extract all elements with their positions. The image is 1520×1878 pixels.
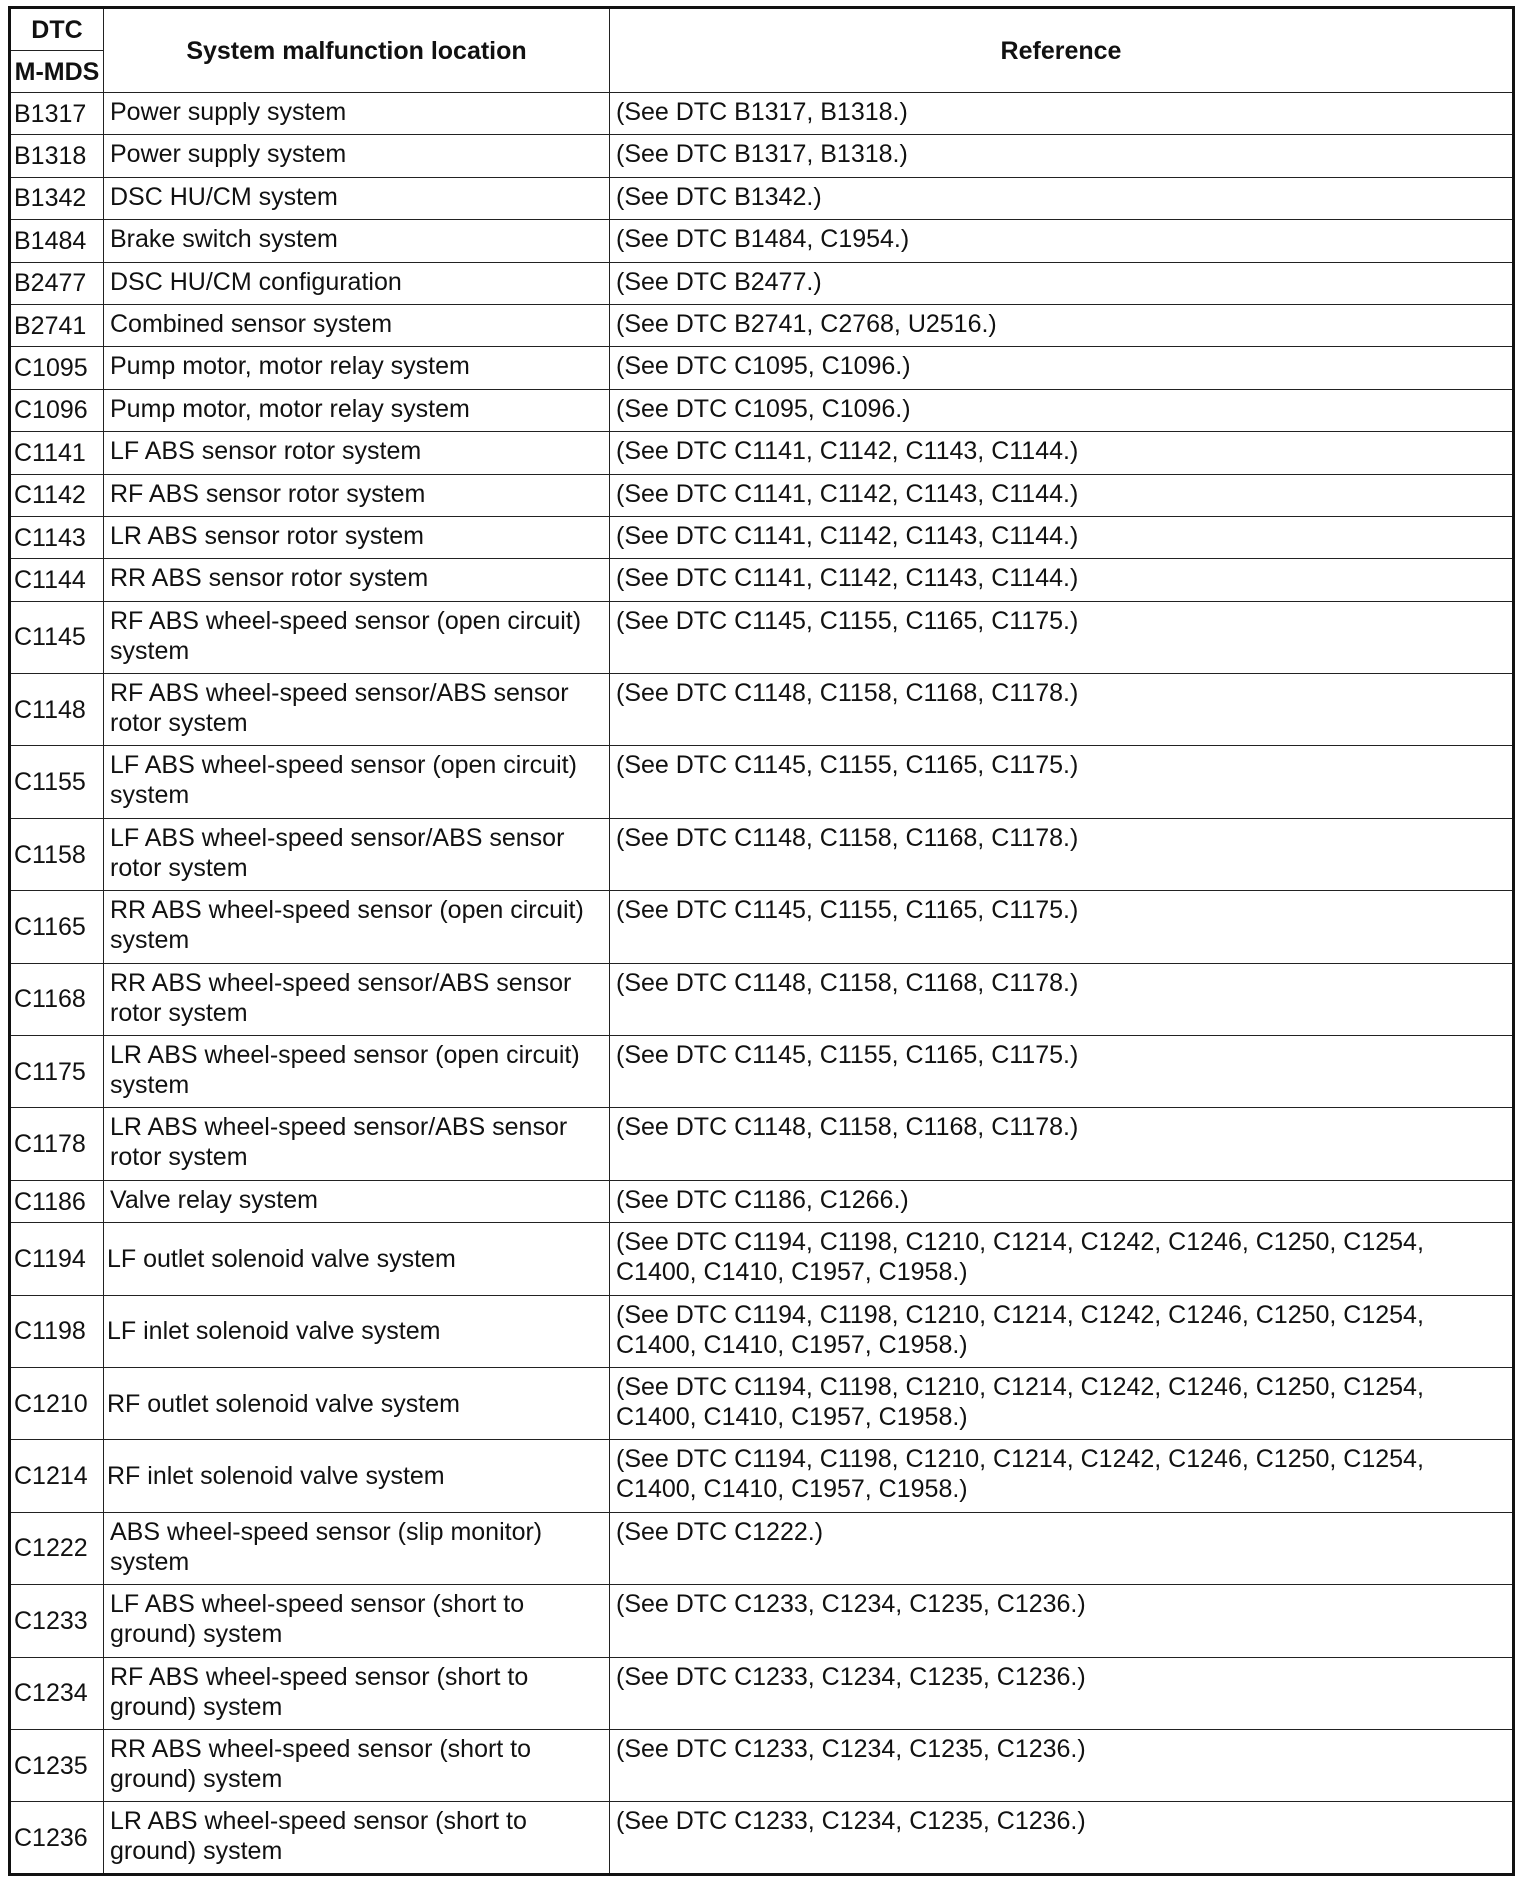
header-row-1 xyxy=(10,8,1514,51)
malfunction-location: RF outlet solenoid valve system xyxy=(104,1367,610,1439)
dtc-code: C1143 xyxy=(10,516,104,558)
malfunction-location: DSC HU/CM system xyxy=(104,177,610,219)
dtc-code: C1214 xyxy=(10,1440,104,1512)
malfunction-location: LF ABS wheel-speed sensor (short to ground) system xyxy=(104,1585,610,1657)
table-row xyxy=(10,432,1514,474)
table-row xyxy=(10,474,1514,516)
reference: (See DTC C1222.) xyxy=(610,1512,1514,1584)
dtc-code: B1484 xyxy=(10,220,104,262)
table-row xyxy=(10,220,1514,262)
table-row xyxy=(10,1223,1514,1295)
table-row xyxy=(10,93,1514,135)
malfunction-location: Brake switch system xyxy=(104,220,610,262)
reference: (See DTC B1342.) xyxy=(610,177,1514,219)
malfunction-location: Power supply system xyxy=(104,135,610,177)
dtc-code: C1175 xyxy=(10,1036,104,1108)
reference: (See DTC C1194, C1198, C1210, C1214, C1242, C1246, C1250, C1254, C1400, C1410, C1957, C1958.) xyxy=(610,1440,1514,1512)
dtc-code: C1194 xyxy=(10,1223,104,1295)
dtc-code: C1236 xyxy=(10,1802,104,1874)
dtc-code: C1165 xyxy=(10,891,104,963)
dtc-code: C1235 xyxy=(10,1729,104,1801)
table-body xyxy=(10,93,1514,1875)
malfunction-location: DSC HU/CM configuration xyxy=(104,262,610,304)
malfunction-location: RR ABS wheel-speed sensor (short to ground) system xyxy=(104,1729,610,1801)
reference: (See DTC C1233, C1234, C1235, C1236.) xyxy=(610,1657,1514,1729)
table-row xyxy=(10,674,1514,746)
table-row xyxy=(10,304,1514,346)
dtc-code: C1178 xyxy=(10,1108,104,1180)
reference: (See DTC C1194, C1198, C1210, C1214, C1242, C1246, C1250, C1254, C1400, C1410, C1957, C1958.) xyxy=(610,1223,1514,1295)
table-row xyxy=(10,1036,1514,1108)
malfunction-location: LF ABS sensor rotor system xyxy=(104,432,610,474)
table-row xyxy=(10,559,1514,601)
dtc-code: C1210 xyxy=(10,1367,104,1439)
table-row xyxy=(10,262,1514,304)
table-row xyxy=(10,1802,1514,1874)
table-row xyxy=(10,891,1514,963)
dtc-code: B2741 xyxy=(10,304,104,346)
dtc-code: C1198 xyxy=(10,1295,104,1367)
dtc-table xyxy=(8,6,1515,1876)
reference: (See DTC C1145, C1155, C1165, C1175.) xyxy=(610,891,1514,963)
reference: (See DTC C1194, C1198, C1210, C1214, C1242, C1246, C1250, C1254, C1400, C1410, C1957, C1958.) xyxy=(610,1295,1514,1367)
table-header xyxy=(10,8,1514,93)
reference: (See DTC C1095, C1096.) xyxy=(610,389,1514,431)
reference: (See DTC C1148, C1158, C1168, C1178.) xyxy=(610,674,1514,746)
dtc-code: C1142 xyxy=(10,474,104,516)
malfunction-location: Combined sensor system xyxy=(104,304,610,346)
table-row xyxy=(10,347,1514,389)
reference: (See DTC C1141, C1142, C1143, C1144.) xyxy=(610,474,1514,516)
table-row xyxy=(10,1108,1514,1180)
header-mmds: M-MDS xyxy=(10,51,104,93)
reference: (See DTC B2741, C2768, U2516.) xyxy=(610,304,1514,346)
reference: (See DTC C1148, C1158, C1168, C1178.) xyxy=(610,963,1514,1035)
dtc-code: C1186 xyxy=(10,1180,104,1222)
malfunction-location: RF ABS sensor rotor system xyxy=(104,474,610,516)
reference: (See DTC C1194, C1198, C1210, C1214, C1242, C1246, C1250, C1254, C1400, C1410, C1957, C1958.) xyxy=(610,1367,1514,1439)
malfunction-location: RF ABS wheel-speed sensor/ABS sensor rotor system xyxy=(104,674,610,746)
table-row xyxy=(10,963,1514,1035)
table-row xyxy=(10,516,1514,558)
dtc-code: C1148 xyxy=(10,674,104,746)
reference: (See DTC C1145, C1155, C1165, C1175.) xyxy=(610,1036,1514,1108)
malfunction-location: LF inlet solenoid valve system xyxy=(104,1295,610,1367)
table-row xyxy=(10,1729,1514,1801)
malfunction-location: RF inlet solenoid valve system xyxy=(104,1440,610,1512)
malfunction-location: ABS wheel-speed sensor (slip monitor) system xyxy=(104,1512,610,1584)
malfunction-location: LR ABS wheel-speed sensor/ABS sensor rotor system xyxy=(104,1108,610,1180)
reference: (See DTC C1141, C1142, C1143, C1144.) xyxy=(610,432,1514,474)
reference: (See DTC C1145, C1155, C1165, C1175.) xyxy=(610,746,1514,818)
malfunction-location: RR ABS wheel-speed sensor/ABS sensor rotor system xyxy=(104,963,610,1035)
table-row xyxy=(10,1295,1514,1367)
reference: (See DTC B1317, B1318.) xyxy=(610,135,1514,177)
dtc-code: C1233 xyxy=(10,1585,104,1657)
malfunction-location: Pump motor, motor relay system xyxy=(104,347,610,389)
malfunction-location: LF ABS wheel-speed sensor/ABS sensor rotor system xyxy=(104,818,610,890)
malfunction-location: Valve relay system xyxy=(104,1180,610,1222)
dtc-code: C1141 xyxy=(10,432,104,474)
table-row xyxy=(10,1440,1514,1512)
dtc-code: C1145 xyxy=(10,601,104,673)
table-row xyxy=(10,746,1514,818)
reference: (See DTC C1141, C1142, C1143, C1144.) xyxy=(610,516,1514,558)
reference: (See DTC C1141, C1142, C1143, C1144.) xyxy=(610,559,1514,601)
reference: (See DTC C1186, C1266.) xyxy=(610,1180,1514,1222)
table-row xyxy=(10,1657,1514,1729)
malfunction-location: RR ABS wheel-speed sensor (open circuit) system xyxy=(104,891,610,963)
reference: (See DTC B1484, C1954.) xyxy=(610,220,1514,262)
dtc-code: C1096 xyxy=(10,389,104,431)
table-row xyxy=(10,1585,1514,1657)
malfunction-location: LF ABS wheel-speed sensor (open circuit) system xyxy=(104,746,610,818)
header-dtc: DTC xyxy=(10,8,104,51)
malfunction-location: Power supply system xyxy=(104,93,610,135)
table-row xyxy=(10,601,1514,673)
dtc-code: B1342 xyxy=(10,177,104,219)
table-row xyxy=(10,1180,1514,1222)
table-row xyxy=(10,177,1514,219)
malfunction-location: LR ABS sensor rotor system xyxy=(104,516,610,558)
reference: (See DTC C1148, C1158, C1168, C1178.) xyxy=(610,818,1514,890)
malfunction-location: RR ABS sensor rotor system xyxy=(104,559,610,601)
dtc-code: C1168 xyxy=(10,963,104,1035)
malfunction-location: LF outlet solenoid valve system xyxy=(104,1223,610,1295)
table-row xyxy=(10,818,1514,890)
header-location: System malfunction location xyxy=(104,8,610,93)
reference: (See DTC C1148, C1158, C1168, C1178.) xyxy=(610,1108,1514,1180)
reference: (See DTC C1233, C1234, C1235, C1236.) xyxy=(610,1585,1514,1657)
malfunction-location: RF ABS wheel-speed sensor (short to ground) system xyxy=(104,1657,610,1729)
header-reference: Reference xyxy=(610,8,1514,93)
reference: (See DTC B2477.) xyxy=(610,262,1514,304)
malfunction-location: RF ABS wheel-speed sensor (open circuit) system xyxy=(104,601,610,673)
reference: (See DTC C1233, C1234, C1235, C1236.) xyxy=(610,1802,1514,1874)
table-row xyxy=(10,1367,1514,1439)
dtc-code: C1234 xyxy=(10,1657,104,1729)
malfunction-location: LR ABS wheel-speed sensor (open circuit) system xyxy=(104,1036,610,1108)
dtc-code: C1155 xyxy=(10,746,104,818)
table-row xyxy=(10,389,1514,431)
dtc-code: C1095 xyxy=(10,347,104,389)
dtc-code: B1318 xyxy=(10,135,104,177)
dtc-code: C1222 xyxy=(10,1512,104,1584)
table-row xyxy=(10,135,1514,177)
reference: (See DTC C1233, C1234, C1235, C1236.) xyxy=(610,1729,1514,1801)
dtc-code: B2477 xyxy=(10,262,104,304)
dtc-code: B1317 xyxy=(10,93,104,135)
reference: (See DTC B1317, B1318.) xyxy=(610,93,1514,135)
malfunction-location: Pump motor, motor relay system xyxy=(104,389,610,431)
malfunction-location: LR ABS wheel-speed sensor (short to ground) system xyxy=(104,1802,610,1874)
table-row xyxy=(10,1512,1514,1584)
reference: (See DTC C1145, C1155, C1165, C1175.) xyxy=(610,601,1514,673)
reference: (See DTC C1095, C1096.) xyxy=(610,347,1514,389)
dtc-code: C1158 xyxy=(10,818,104,890)
dtc-code: C1144 xyxy=(10,559,104,601)
